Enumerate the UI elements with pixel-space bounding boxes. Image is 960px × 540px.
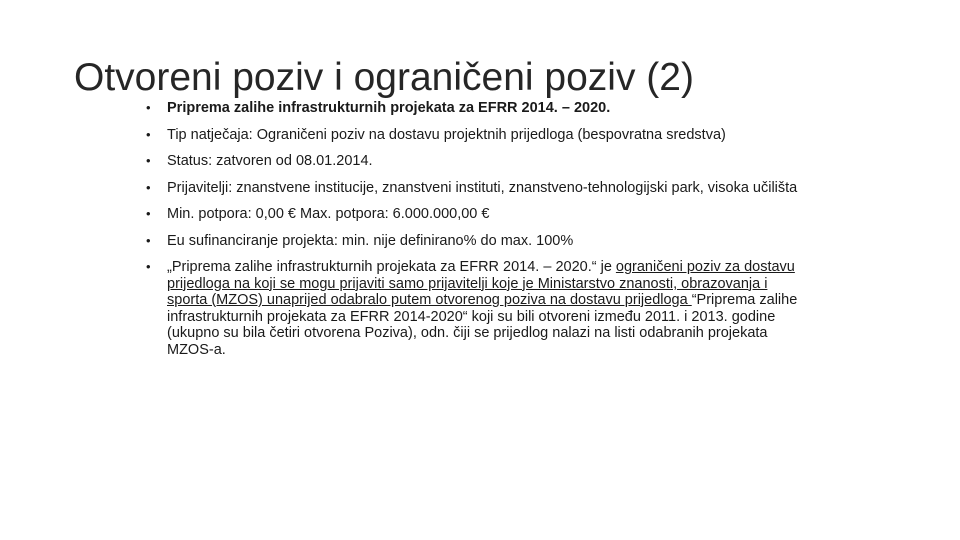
bullet-text: Tip natječaja: Ograničeni poziv na dostavu projektnih prijedloga (bespovratna sredstva) <box>167 126 726 143</box>
bullet-marker: • <box>146 100 151 115</box>
bullet-marker: • <box>146 153 151 168</box>
bullet-list <box>146 100 806 368</box>
bullet-text: Min. potpora: 0,00 € Max. potpora: 6.000.000,00 € <box>167 206 490 222</box>
bullet-text: Status: zatvoren od 08.01.2014. <box>167 153 373 169</box>
bullet-text: Priprema zalihe infrastrukturnih projekata za EFRR 2014. – 2020. <box>167 100 611 116</box>
bullet-marker: • <box>146 126 151 142</box>
bullet-text-part: „Priprema zalihe infrastrukturnih projekata za EFRR 2014. – 2020.“ je <box>167 259 616 275</box>
bullet-text: Eu sufinanciranje projekta: min. nije definirano% do max. 100% <box>167 232 574 249</box>
bullet-marker: • <box>146 206 151 221</box>
bullet-item-applicants <box>146 180 806 197</box>
bullet-item-support-amount <box>146 206 806 223</box>
bullet-item-cofinancing <box>146 233 806 250</box>
bullet-text: Prijavitelji: znanstvene institucije, znanstveni instituti, znanstveno-tehnologijski park, visoka učilišta <box>167 179 798 196</box>
bullet-text-underlined: ograničeni poziv za dostavu prijedloga na koji se mogu prijaviti samo prijavitelji koje je Ministarstvo znanosti, obrazovanja i sporta (MZOS) unaprijed odabralo putem otvorenog poziva na dostavu prijedloga <box>167 259 795 308</box>
bullet-marker: • <box>146 232 151 248</box>
bullet-text-part: “Priprema zalihe infrastrukturnih projekata za EFRR 2014-2020“ koji su bili otvoreni između 2011. i 2013. godine (ukupno su bila četiri otvorena Poziva), odn. čiji se prijedlog nalazi na listi odabranih projekata MZOS-a. <box>167 292 798 358</box>
bullet-item-call-type <box>146 127 806 144</box>
bullet-marker: • <box>146 259 151 274</box>
bullet-item-status <box>146 153 806 170</box>
bullet-marker: • <box>146 179 151 195</box>
bullet-item-description <box>146 259 806 358</box>
bullet-item-program <box>146 100 806 117</box>
slide-title: Otvoreni poziv i ograničeni poziv (2) <box>74 56 694 99</box>
